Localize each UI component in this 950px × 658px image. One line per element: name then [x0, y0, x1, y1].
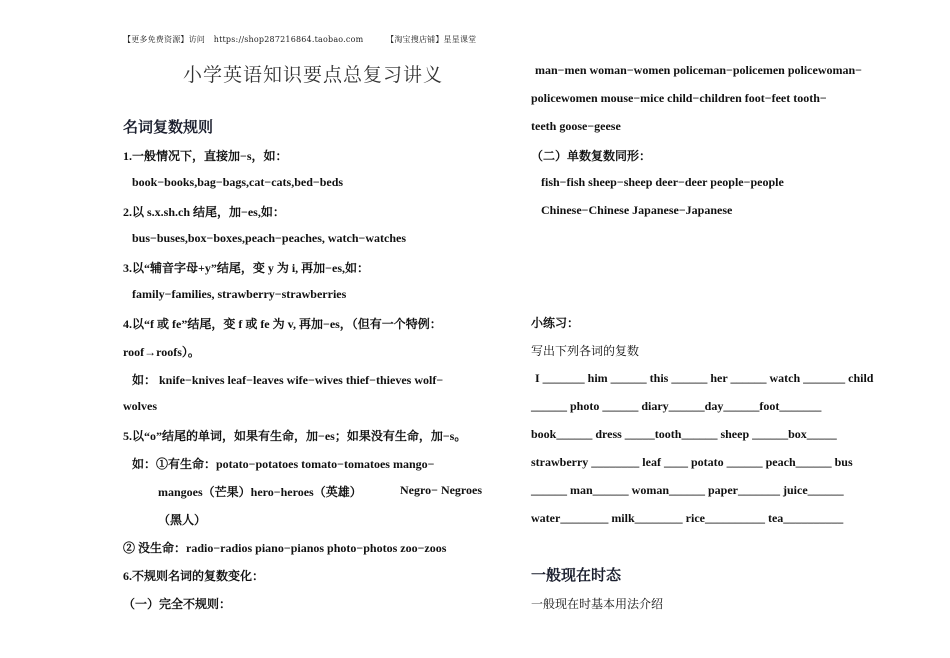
practice-intro: 写出下列各词的复数	[531, 344, 640, 358]
same-form-line-2: Chinese−Chinese Japanese−Japanese	[541, 203, 733, 217]
rule-4: 4.以“f 或 fe”结尾，变 f 或 fe 为 v, 再加−es，（但有一个特例：	[123, 317, 442, 331]
rule-2: 2.以 s.x.sh.ch 结尾，加−es,如：	[123, 205, 285, 219]
rule-3: 3.以“辅音字母+y”结尾，变 y 为 i, 再加−es,如：	[123, 261, 370, 275]
practice-line-3: book______ dress _____tooth______ sheep ______box_____	[531, 427, 837, 441]
practice-line-5: ______ man______ woman______ paper_______ juice______	[531, 483, 844, 497]
present-tense-intro: 一般现在时基本用法介绍	[531, 597, 664, 611]
irregular-line-3: teeth goose−geese	[531, 119, 621, 133]
section-heading-plural-rules: 名词复数规则	[123, 118, 214, 136]
practice-heading: 小练习：	[531, 316, 580, 330]
header-right-text: 【淘宝搜店铺】星星课堂	[386, 35, 477, 44]
same-form-line-1: fish−fish sheep−sheep deer−deer people−people	[541, 175, 784, 189]
rule-5-negro: Negro− Negroes	[400, 483, 483, 497]
rule-2-examples: bus−buses,box−boxes,peach−peaches, watch−watches	[132, 231, 407, 245]
same-form-heading: （二）单数复数同形：	[531, 149, 652, 163]
page-header	[123, 34, 482, 45]
practice-line-1: I _______ him ______ this ______ her ______ watch _______ child	[535, 371, 874, 385]
rule-6: 6.不规则名词的复数变化：	[123, 569, 265, 583]
rule-3-examples: family−families, strawberry−strawberries	[132, 287, 347, 301]
irregular-line-2: policewomen mouse−mice child−children foot−feet tooth−	[531, 91, 827, 105]
rule-1-examples: book−books,bag−bags,cat−cats,bed−beds	[132, 175, 344, 189]
rule-6-part-1: （一）完全不规则：	[123, 597, 232, 611]
rule-4-examples: 如： knife−knives leaf−leaves wife−wives thief−thieves wolf−	[132, 373, 444, 387]
rule-5-living-cont: mangoes（芒果）hero−heroes（英雄）	[158, 485, 362, 499]
present-tense-heading: 一般现在时态	[531, 566, 622, 584]
rule-4-exception: roof→roofs）。	[123, 345, 200, 359]
page-title: 小学英语知识要点总复习讲义	[183, 64, 444, 86]
header-url: https://shop287216864.taobao.com	[213, 35, 364, 44]
rule-5-negro-meaning: （黑人）	[158, 513, 207, 527]
rule-5: 5.以“o”结尾的单词，如果有生命，加−es；如果没有生命，加−s。	[123, 429, 467, 443]
rule-4-examples-cont: wolves	[123, 399, 157, 413]
practice-line-4: strawberry ________ leaf ____ potato ______ peach______ bus	[531, 455, 853, 469]
header-left-text: 【更多免费资源】访问	[123, 35, 205, 44]
practice-line-6: water________ milk________ rice__________ tea__________	[531, 511, 844, 525]
rule-1: 1.一般情况下，直接加−s，如：	[123, 149, 288, 163]
irregular-line-1: man−men woman−women policeman−policemen policewoman−	[535, 63, 862, 77]
rule-5-living: 如：①有生命：potato−potatoes tomato−tomatoes mango−	[132, 457, 435, 471]
rule-5-nonliving: ② 没生命：radio−radios piano−pianos photo−photos zoo−zoos	[123, 541, 447, 555]
practice-line-2: ______ photo ______ diary______day______foot_______	[531, 399, 822, 413]
